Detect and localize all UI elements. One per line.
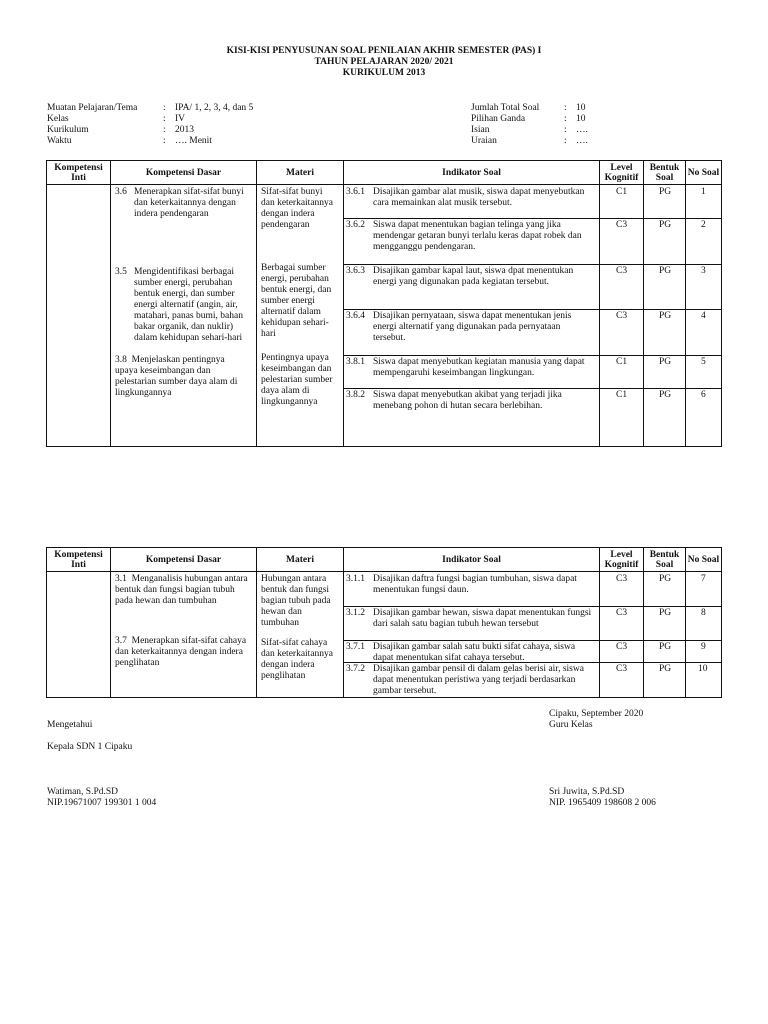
table-body-row xyxy=(47,185,722,447)
indikator-item: 3.6.2 Siswa dapat menentukan bagian telinga yang jika mendengar getaran bunyi terlalu keras dapat robek dan mengganggu pendengaran. xyxy=(346,220,582,252)
doc-subtitle-year: TAHUN PELAJARAN 2020/ 2021 xyxy=(314,57,454,67)
doc-title: KISI-KISI PENYUSUNAN SOAL PENILAIAN AKHIR SEMESTER (PAS) I xyxy=(226,46,542,56)
bentuk-cell xyxy=(644,572,686,698)
no-value: 8 xyxy=(701,608,706,618)
doc-subtitle-curriculum: KURIKULUM 2013 xyxy=(342,68,426,78)
kd-item: 3.7 Menerapkan sifat-sifat cahaya dan keterkaitannya dengan indera penglihatan xyxy=(115,636,247,668)
indikator-item: 3.7.2 Disajikan gambar pensil di dalam gelas berisi air, siswa dapat menentukan peristiwa yang terjadi berdasarkan gambar tersebut. xyxy=(346,664,584,696)
col-header-ki: Kompetensi Inti xyxy=(47,548,111,572)
kd-item: 3.5 Mengidentifikasi berbagai sumber energi, perubahan bentuk energi, dan sumber energi alternatif (angin, air, matahari, panas bumi, bahan bakar organik, dan nuklir) dalam kehidupan sehari-hari xyxy=(115,267,243,343)
info-label-kelas: Kelas xyxy=(47,114,69,124)
info-value-kelas: IV xyxy=(175,114,186,124)
info-sep: : xyxy=(163,103,166,113)
info-sep: : xyxy=(564,125,567,135)
bentuk-value: PG xyxy=(659,664,672,674)
level-value: C3 xyxy=(616,220,628,230)
bentuk-value: PG xyxy=(659,220,672,230)
level-value: C3 xyxy=(616,664,628,674)
principal-name: Watiman, S.Pd.SD xyxy=(47,787,119,797)
teacher-nip: NIP. 1965409 198608 2 006 xyxy=(549,798,656,808)
bentuk-value: PG xyxy=(659,642,672,652)
materi-cell xyxy=(257,185,344,447)
col-header-bentuk: Bentuk Soal xyxy=(644,548,686,572)
no-value: 9 xyxy=(701,642,706,652)
principal-role: Kepala SDN 1 Cipaku xyxy=(47,742,133,752)
info-label-uraian: Uraian xyxy=(471,136,497,146)
no-value: 3 xyxy=(701,266,706,276)
no-value: 6 xyxy=(701,390,706,400)
indikator-item: 3.1.2 Disajikan gambar hewan, siswa dapat menentukan fungsi dari salah satu bagian tubuh hewan tersebut xyxy=(346,608,592,629)
col-header-no: No Soal xyxy=(686,161,722,185)
kisi-table-2 xyxy=(46,547,722,698)
level-value: C3 xyxy=(616,266,628,276)
indikator-item: 3.6.3 Disajikan gambar kapal laut, siswa dpat menentukan energi yang digunakan pada kegiatan tersebut. xyxy=(346,266,574,287)
table-body-row xyxy=(47,572,722,698)
bentuk-value: PG xyxy=(659,390,672,400)
ki-cell xyxy=(47,572,111,698)
kisi-table-1 xyxy=(46,160,722,447)
col-header-level: Level Kognitif xyxy=(600,548,644,572)
bentuk-value: PG xyxy=(659,608,672,618)
bentuk-value: PG xyxy=(659,266,672,276)
no-value: 1 xyxy=(701,187,706,197)
bentuk-cell xyxy=(644,185,686,447)
ki-cell xyxy=(47,185,111,447)
indikator-item: 3.7.1 Disajikan gambar salah satu bukti sifat cahaya, siswa dapat menentukan sifat cahaya tersebut. xyxy=(346,642,576,663)
indikator-item: 3.8.2 Siswa dapat menyebutkan akibat yang terjadi jika menebang pohon di hutan secara berlebihan. xyxy=(346,390,562,411)
place-date: Cipaku, September 2020 xyxy=(549,709,644,719)
no-value: 10 xyxy=(698,664,708,674)
materi-item: Hubungan antara bentuk dan fungsi bagian tubuh pada hewan dan tumbuhan xyxy=(261,574,331,628)
col-header-no: No Soal xyxy=(686,548,722,572)
info-sep: : xyxy=(564,136,567,146)
indikator-cell xyxy=(344,572,600,698)
info-label-muatan: Muatan Pelajaran/Tema xyxy=(47,103,138,113)
no-value: 2 xyxy=(701,220,706,230)
principal-nip: NIP.19671007 199301 1 004 xyxy=(47,798,157,808)
materi-item: Pentingnya upaya keseimbangan dan pelestarian sumber daya alam di lingkungannya xyxy=(261,353,333,407)
level-value: C1 xyxy=(616,357,628,367)
table-header-row xyxy=(47,548,722,572)
info-sep: : xyxy=(564,103,567,113)
info-sep: : xyxy=(163,125,166,135)
info-sep: : xyxy=(163,114,166,124)
bentuk-value: PG xyxy=(659,357,672,367)
kd-item: 3.6 Menerapkan sifat-sifat bunyi dan keterkaitannya dengan indera pendengaran xyxy=(115,187,244,219)
info-label-kurikulum: Kurikulum xyxy=(47,125,89,135)
info-value-muatan: IPA/ 1, 2, 3, 4, dan 5 xyxy=(175,103,254,113)
indikator-item: 3.8.1 Siswa dapat menyebutkan kegiatan manusia yang dapat mempengaruhi keseimbangan lingkungan. xyxy=(346,357,585,378)
col-header-kd: Kompetensi Dasar xyxy=(111,548,257,572)
col-header-level: Level Kognitif xyxy=(600,161,644,185)
level-value: C3 xyxy=(616,608,628,618)
col-header-indikator: Indikator Soal xyxy=(344,548,600,572)
col-header-materi: Materi xyxy=(257,548,344,572)
info-value-uraian: …. xyxy=(576,136,588,146)
kd-cell xyxy=(111,572,257,698)
info-label-waktu: Waktu xyxy=(47,136,72,146)
materi-cell xyxy=(257,572,344,698)
no-value: 7 xyxy=(701,574,706,584)
info-label-isian: Isian xyxy=(471,125,490,135)
no-cell xyxy=(686,185,722,447)
indikator-item: 3.6.4 Disajikan pernyataan, siswa dapat menentukan jenis energi alternatif yang digunakan pada pernyataan tersebut. xyxy=(346,311,572,343)
indikator-item: 3.6.1 Disajikan gambar alat musik, siswa dapat menyebutkan cara memainkan alat musik tersebut. xyxy=(346,187,585,208)
col-header-materi: Materi xyxy=(257,161,344,185)
materi-item: Berbagai sumber energi, perubahan bentuk energi, dan sumber energi alternatif dalam kehidupan sehari-hari xyxy=(261,263,332,339)
col-header-kd: Kompetensi Dasar xyxy=(111,161,257,185)
level-value: C3 xyxy=(616,574,628,584)
no-value: 5 xyxy=(701,357,706,367)
materi-item: Sifat-sifat cahaya dan keterkaitannya dengan indera penglihatan xyxy=(261,638,334,681)
col-header-bentuk: Bentuk Soal xyxy=(644,161,686,185)
info-sep: : xyxy=(163,136,166,146)
level-value: C3 xyxy=(616,311,628,321)
info-value-isian: …. xyxy=(576,125,588,135)
info-value-waktu: …. Menit xyxy=(175,136,212,146)
kd-item: 3.1 Menganalisis hubungan antara bentuk dan fungsi bagian tubuh pada hewan dan tumbuhan xyxy=(115,574,248,606)
teacher-role: Guru Kelas xyxy=(549,720,593,730)
info-value-jumlah: 10 xyxy=(576,103,586,113)
info-label-pg: Pilihan Ganda xyxy=(471,114,526,124)
acknowledged-label: Mengetahui xyxy=(47,720,93,730)
materi-item: Sifat-sifat bunyi dan keterkaitannya dengan indera pendengaran xyxy=(261,187,334,230)
level-value: C1 xyxy=(616,187,628,197)
info-value-kurikulum: 2013 xyxy=(175,125,194,135)
no-cell xyxy=(686,572,722,698)
kd-item: 3.8 Menjelaskan pentingnya upaya keseimbangan dan pelestarian sumber daya alam di lingkungannya xyxy=(115,355,238,398)
col-header-indikator: Indikator Soal xyxy=(344,161,600,185)
info-label-jumlah: Jumlah Total Soal xyxy=(471,103,540,113)
level-cell xyxy=(600,572,644,698)
info-sep: : xyxy=(564,114,567,124)
kd-cell xyxy=(111,185,257,447)
indikator-item: 3.1.1 Disajikan daftra fungsi bagian tumbuhan, siswa dapat menentukan fungsi daun. xyxy=(346,574,577,595)
level-value: C1 xyxy=(616,390,628,400)
level-cell xyxy=(600,185,644,447)
level-value: C3 xyxy=(616,642,628,652)
bentuk-value: PG xyxy=(659,187,672,197)
teacher-name: Sri Juwita, S.Pd.SD xyxy=(549,787,625,797)
table-header-row xyxy=(47,161,722,185)
no-value: 4 xyxy=(701,311,706,321)
col-header-ki: Kompetensi Inti xyxy=(47,161,111,185)
bentuk-value: PG xyxy=(659,574,672,584)
indikator-cell xyxy=(344,185,600,447)
info-value-pg: 10 xyxy=(576,114,586,124)
bentuk-value: PG xyxy=(659,311,672,321)
